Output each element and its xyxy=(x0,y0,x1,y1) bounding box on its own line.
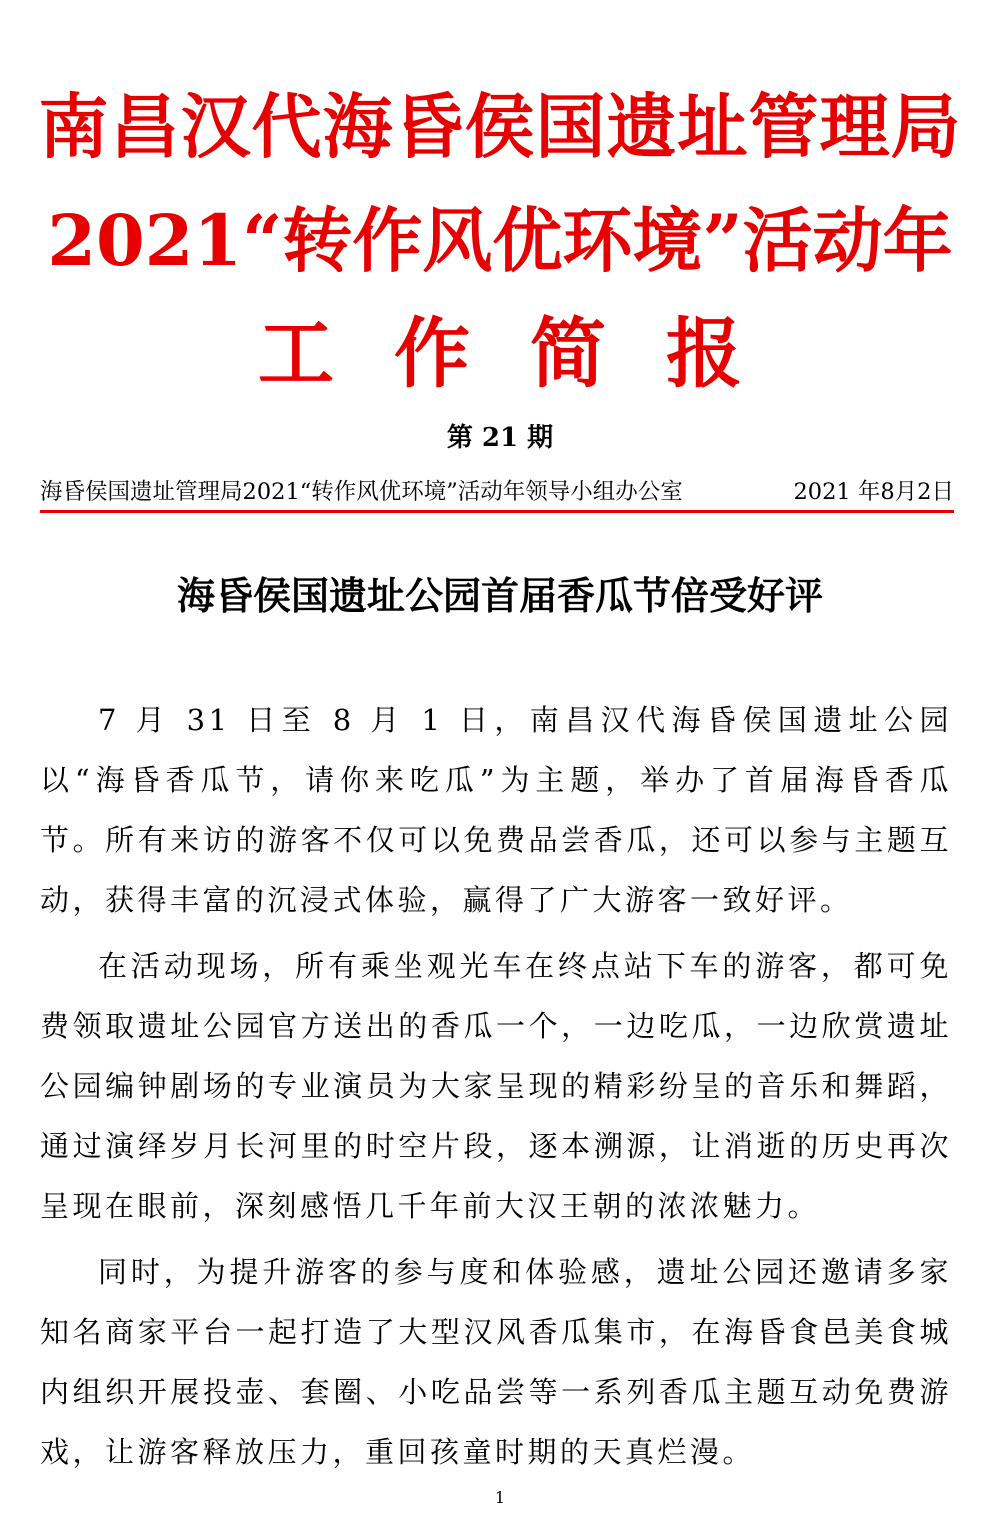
masthead-title-line-3: 工作简报 xyxy=(258,309,802,398)
masthead-title-line-1: 南昌汉代海昏侯国遗址管理局 xyxy=(38,85,962,168)
issue-date: 2021 年8月2日 xyxy=(793,479,954,505)
page-number: 1 xyxy=(494,1488,506,1507)
article-paragraph: 在活动现场，所有乘坐观光车在终点站下车的游客，都可免费领取遗址公园官方送出的香瓜一个，一边吃瓜，一边欣赏遗址公园编钟剧场的专业演员为大家呈现的精彩纷呈的音乐和舞蹈，通过演绎岁月长河里的时空片段，逐本溯源，让消逝的历史再次呈现在眼前，深刻感悟几千年前大汉王朝的浓浓魅力。 xyxy=(40,949,952,1223)
article-title: 海昏侯国遗址公园首届香瓜节倍受好评 xyxy=(176,573,823,618)
issuer-row xyxy=(40,474,954,510)
article-body xyxy=(40,690,952,1488)
article-paragraph: 7 月 31 日至 8 月 1 日，南昌汉代海昏侯国遗址公园以“海昏香瓜节，请你来吃瓜”为主题，举办了首届海昏香瓜节。所有来访的游客不仅可以免费品尝香瓜，还可以参与主题互动，获得丰富的沉浸式体验，赢得了广大游客一致好评。 xyxy=(40,703,952,917)
issue-number: 第 21 期 xyxy=(446,423,554,453)
article-paragraph: 同时，为提升游客的参与度和体验感，遗址公园还邀请多家知名商家平台一起打造了大型汉风香瓜集市，在海昏食邑美食城内组织开展投壶、套圈、小吃品尝等一系列香瓜主题互动免费游戏，让游客释放压力，重回孩童时期的天真烂漫。 xyxy=(40,1255,952,1469)
masthead-title-line-2: 2021“转作风优环境”活动年 xyxy=(47,199,953,282)
issuer-office: 海昏侯国遗址管理局2021“转作风优环境”活动年领导小组办公室 xyxy=(40,479,683,505)
red-divider-rule xyxy=(40,510,954,513)
